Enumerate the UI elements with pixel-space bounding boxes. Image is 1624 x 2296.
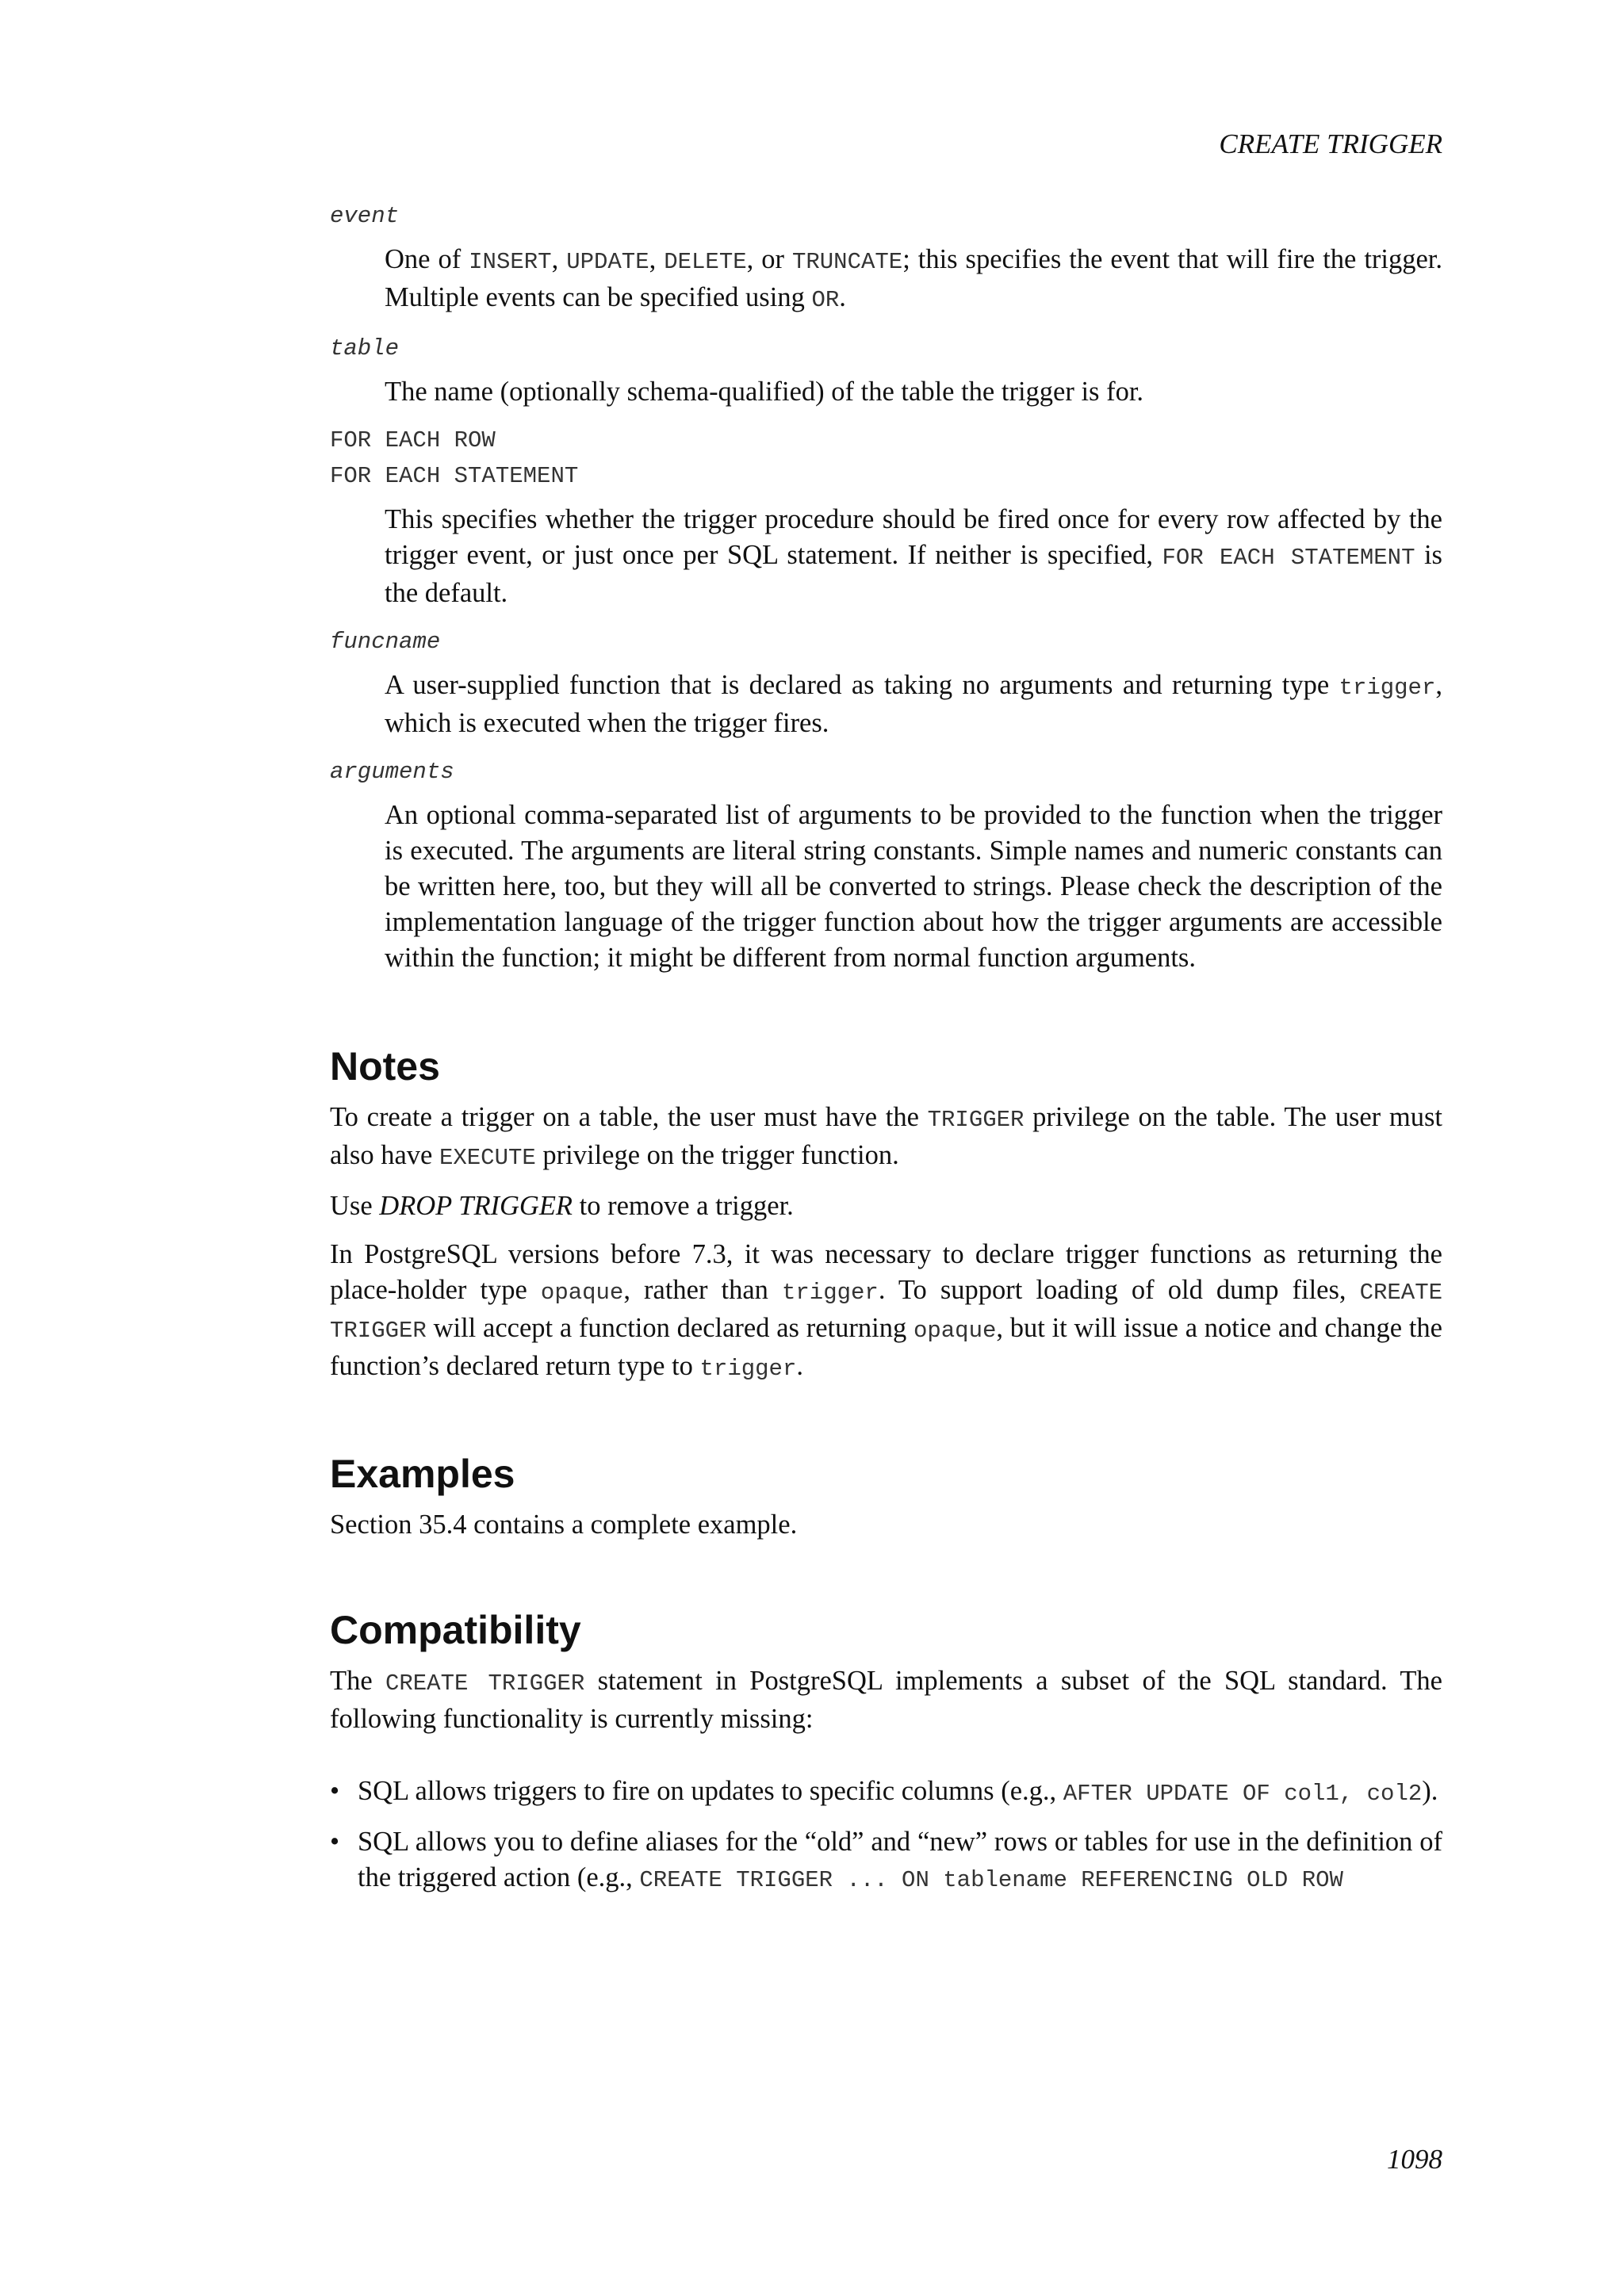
parameter-term: FOR EACH ROW	[330, 427, 496, 453]
text-run: privilege on the trigger function.	[535, 1140, 899, 1170]
text-run: , or	[746, 244, 792, 274]
inline-code: UPDATE	[566, 249, 649, 275]
inline-code: AFTER UPDATE OF col1, col2	[1063, 1781, 1423, 1807]
text-run: to remove a trigger.	[573, 1191, 794, 1221]
inline-code: CREATE TRIGGER	[385, 1670, 585, 1697]
notes-body	[330, 1100, 1442, 1387]
list-item	[330, 1774, 1442, 1812]
text-run: will accept a function declared as returning	[426, 1313, 914, 1343]
text-run: ,	[649, 244, 665, 274]
parameter-term: event	[330, 203, 400, 229]
inline-code: EXECUTE	[439, 1145, 536, 1171]
text-run: ).	[1422, 1776, 1438, 1806]
examples-body	[330, 1507, 1442, 1543]
text-run: One of	[385, 244, 469, 274]
text-run: Section 35.4 contains a complete example.	[330, 1510, 798, 1540]
text-run: . To support loading of old dump files,	[878, 1275, 1360, 1305]
page-content	[330, 198, 1442, 1911]
examples-heading: Examples	[330, 1452, 515, 1496]
inline-code: FOR EACH STATEMENT	[1162, 545, 1415, 571]
text-run: .	[839, 282, 846, 312]
parameter-term: arguments	[330, 759, 454, 785]
text-run: .	[796, 1351, 803, 1381]
parameter-description	[385, 502, 1442, 611]
parameter-definitions	[330, 198, 1442, 976]
inline-code: INSERT	[469, 249, 552, 275]
inline-code: trigger	[781, 1280, 879, 1306]
inline-code: opaque	[540, 1280, 624, 1306]
text-run: This specifies whether the trigger procedure should be fired once for every row affected by the trigger event, or just once per SQL statement. If neither is specified,	[385, 504, 1442, 570]
text-run: ; this specifies the event that will fire the trigger. Multiple events can be specified using	[385, 244, 1443, 312]
inline-code: CREATE TRIGGER	[330, 1280, 1443, 1344]
parameter-description	[385, 798, 1442, 976]
text-run: ,	[551, 244, 567, 274]
text-run: Use	[330, 1191, 380, 1221]
text-run: The name (optionally schema-qualified) of the table the trigger is for.	[385, 377, 1144, 407]
parameter-description	[385, 668, 1442, 741]
text-run: , rather than	[623, 1275, 782, 1305]
inline-code: CREATE TRIGGER ... ON tablename REFERENCING OLD ROW	[639, 1867, 1343, 1893]
parameter-term: table	[330, 335, 400, 362]
parameter-description	[385, 242, 1442, 318]
text-run: A user-supplied function that is declared as taking no arguments and returning type	[385, 670, 1339, 700]
compatibility-section	[330, 1606, 1442, 1898]
text-run: , but it will issue a notice and change the function’s declared return type to	[330, 1313, 1442, 1381]
parameter-description	[385, 374, 1442, 410]
emphasis-text: DROP TRIGGER	[379, 1191, 573, 1221]
bullet-icon: •	[330, 1776, 340, 1806]
text-run: In PostgreSQL versions before 7.3, it was necessary to declare trigger functions as returning the place-holder type	[330, 1239, 1442, 1305]
inline-code: trigger	[699, 1356, 797, 1382]
running-header: CREATE TRIGGER	[1219, 128, 1442, 159]
list-item	[330, 1824, 1442, 1898]
body-paragraph	[330, 1100, 1442, 1176]
text-run: SQL allows triggers to fire on updates to specific columns (e.g.,	[358, 1776, 1063, 1806]
text-run: SQL allows you to define aliases for the “old” and “new” rows or tables for use in the definition of the triggered action (e.g.,	[358, 1827, 1442, 1892]
text-run: , which is executed when the trigger fires.	[385, 670, 1442, 738]
text-run: is the default.	[385, 540, 1442, 608]
missing-features-list	[330, 1774, 1442, 1898]
compatibility-heading: Compatibility	[330, 1608, 581, 1652]
notes-section	[330, 1043, 1442, 1387]
inline-code: trigger	[1339, 675, 1436, 701]
inline-code: opaque	[913, 1318, 997, 1344]
bullet-icon: •	[330, 1827, 340, 1857]
inline-code: TRUNCATE	[791, 249, 903, 275]
text-run: The	[330, 1666, 385, 1696]
page-number: 1098	[1387, 2144, 1442, 2175]
body-paragraph	[330, 1663, 1442, 1737]
body-paragraph	[330, 1188, 1442, 1224]
text-run: statement in PostgreSQL implements a subset of the SQL standard. The following functionality is currently missing:	[330, 1666, 1442, 1734]
inline-code: TRIGGER	[927, 1107, 1025, 1133]
text-run: To create a trigger on a table, the user must have the	[330, 1102, 928, 1132]
text-run: privilege on the table. The user must also have	[330, 1102, 1442, 1170]
parameter-term: FOR EACH STATEMENT	[330, 463, 579, 489]
notes-heading: Notes	[330, 1044, 440, 1089]
body-paragraph	[330, 1237, 1442, 1387]
compatibility-body	[330, 1663, 1442, 1737]
body-paragraph	[330, 1507, 1442, 1543]
text-run: An optional comma-separated list of arguments to be provided to the function when the trigger is executed. The arguments are literal string constants. Simple names and numeric constants can be written here, too, but they will all be converted to strings. Please check the description of the implementation language of the trigger function about how the trigger arguments are accessible within the function; it might be different from normal function arguments.	[385, 800, 1442, 973]
examples-section	[330, 1450, 1442, 1543]
parameter-term: funcname	[330, 629, 441, 655]
inline-code: DELETE	[664, 249, 747, 275]
inline-code: OR	[811, 287, 840, 313]
